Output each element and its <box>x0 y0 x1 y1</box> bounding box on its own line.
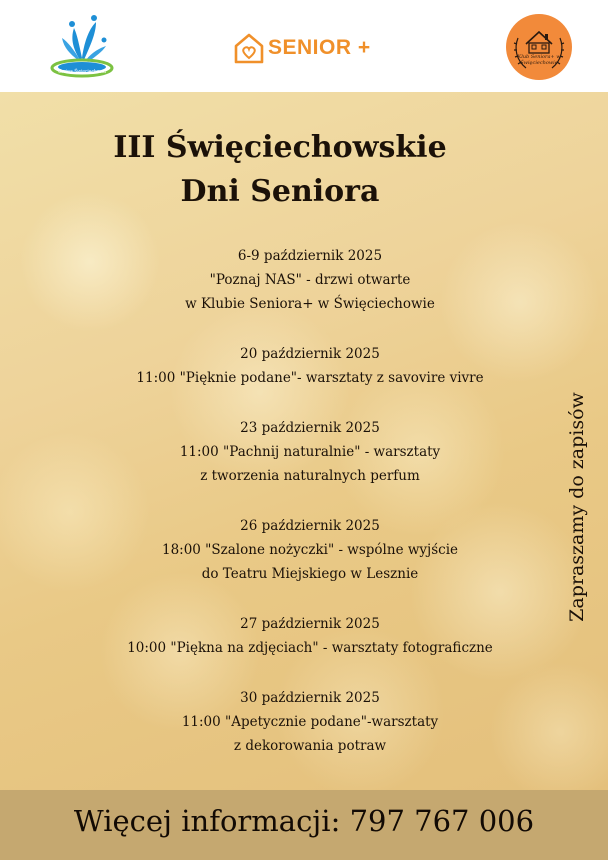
event-item <box>60 612 560 660</box>
title-line-1: III Święciechowskie <box>113 130 447 165</box>
event-description: z tworzenia naturalnych perfum <box>200 468 420 484</box>
senior-plus-logo-text: SENIOR + <box>268 36 371 59</box>
house-heart-icon <box>232 30 266 66</box>
event-date: 26 październik 2025 <box>240 518 380 534</box>
klub-seniora-logo <box>506 14 572 80</box>
event-description: z dekorowania potraw <box>233 738 387 754</box>
event-description: "Poznaj NAS" - drzwi otwarte <box>209 272 411 288</box>
event-date: 23 październik 2025 <box>240 420 380 436</box>
event-description: 11:00 "Apetycznie podane"-warsztaty <box>181 714 439 730</box>
event-description: do Teatru Miejskiego w Lesznie <box>201 566 419 582</box>
gmina-swieciechowa-logo <box>44 10 120 86</box>
title-line-2: Dni Seniora <box>180 174 380 209</box>
event-description: w Klubie Seniora+ w Święciechowie <box>185 296 435 312</box>
event-item <box>60 416 560 488</box>
header-bar <box>0 0 608 92</box>
event-date: 20 październik 2025 <box>240 346 380 362</box>
klub-logo-text: Klub Seniora+ w Święciechowie <box>517 54 561 66</box>
senior-plus-logo <box>232 30 371 66</box>
klub-house-icon <box>506 14 572 80</box>
poster-title <box>60 126 500 214</box>
footer-bar <box>0 790 608 860</box>
event-date: 27 październik 2025 <box>240 616 380 632</box>
poster-body <box>0 92 608 790</box>
signup-invitation-text: Zapraszamy do zapisów <box>566 392 588 622</box>
event-list <box>60 244 560 784</box>
gmina-logo-text: Gmina Święciechowa <box>58 69 106 75</box>
event-item <box>60 342 560 390</box>
event-description: 11:00 "Pachnij naturalnie" - warsztaty <box>179 444 441 460</box>
event-item <box>60 514 560 586</box>
event-date: 6-9 październik 2025 <box>237 248 383 264</box>
event-description: 11:00 "Pięknie podane"- warsztaty z savovire vivre <box>136 370 484 386</box>
event-item <box>60 686 560 758</box>
event-item <box>60 244 560 316</box>
event-description: 18:00 "Szalone nożyczki" - wspólne wyjście <box>161 542 459 558</box>
event-description: 10:00 "Piękna na zdjęciach" - warsztaty fotograficzne <box>127 640 493 656</box>
contact-info-text: Więcej informacji: 797 767 006 <box>73 804 535 838</box>
event-date: 30 październik 2025 <box>240 690 380 706</box>
